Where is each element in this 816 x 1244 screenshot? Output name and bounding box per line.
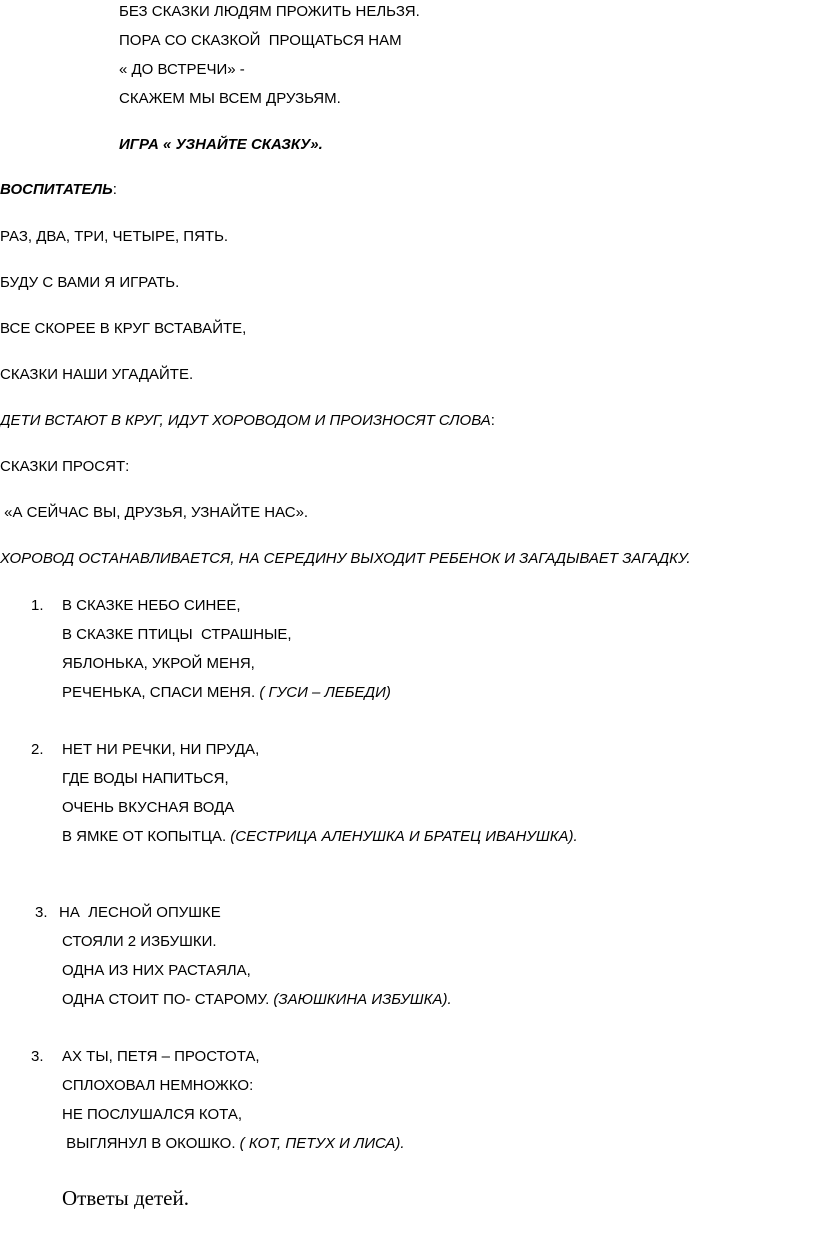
riddle-3-line-4-text: ОДНА СТОИТ ПО- СТАРОМУ.: [62, 991, 270, 1008]
riddle-1-line-4-text: РЕЧЕНЬКА, СПАСИ МЕНЯ.: [62, 684, 256, 701]
riddle-4-line-4-text: ВЫГЛЯНУЛ В ОКОШКО.: [62, 1135, 236, 1152]
riddle-2-line-3: ОЧЕНЬ ВКУСНАЯ ВОДА: [62, 799, 235, 816]
intro-poem-line-1: БЕЗ СКАЗКИ ЛЮДЯМ ПРОЖИТЬ НЕЛЬЗЯ.: [119, 3, 420, 20]
riddle-3-number: 3.: [35, 904, 48, 921]
children-line-2: «А СЕЙЧАС ВЫ, ДРУЗЬЯ, УЗНАЙТЕ НАС».: [0, 504, 309, 521]
riddle-4-line-1: АХ ТЫ, ПЕТЯ – ПРОСТОТА,: [62, 1048, 260, 1065]
riddle-2-line-4: [62, 828, 578, 846]
riddle-1-line-2: В СКАЗКЕ ПТИЦЫ СТРАШНЫЕ,: [62, 626, 292, 643]
riddle-1-line-1: В СКАЗКЕ НЕБО СИНЕЕ,: [62, 597, 241, 614]
intro-poem-line-4: СКАЖЕМ МЫ ВСЕМ ДРУЗЬЯМ.: [119, 90, 341, 107]
stage-direction-2: ХОРОВОД ОСТАНАВЛИВАЕТСЯ, НА СЕРЕДИНУ ВЫХОДИТ РЕБЕНОК И ЗАГАДЫВАЕТ ЗАГАДКУ.: [0, 550, 691, 567]
riddle-3-line-2: СТОЯЛИ 2 ИЗБУШКИ.: [62, 933, 217, 950]
riddle-3-line-3: ОДНА ИЗ НИХ РАСТАЯЛА,: [62, 962, 251, 979]
speaker-name: ВОСПИТАТЕЛЬ: [0, 181, 113, 198]
riddle-4-number: 3.: [31, 1048, 44, 1065]
children-line-1: СКАЗКИ ПРОСЯТ:: [0, 458, 130, 475]
speaker-label: [0, 181, 117, 199]
riddle-4-line-4: [62, 1135, 405, 1153]
riddle-4-answer: ( КОТ, ПЕТУХ И ЛИСА).: [235, 1135, 405, 1152]
riddle-1-answer: ( ГУСИ – ЛЕБЕДИ): [255, 684, 391, 701]
riddle-3-line-4: [62, 991, 452, 1009]
riddle-2-line-4-text: В ЯМКЕ ОТ КОПЫТЦА.: [62, 828, 227, 845]
intro-poem-line-2: ПОРА СО СКАЗКОЙ ПРОЩАТЬСЯ НАМ: [119, 32, 402, 49]
riddle-3-line-1: НА ЛЕСНОЙ ОПУШКЕ: [59, 904, 221, 921]
teacher-line-4: СКАЗКИ НАШИ УГАДАЙТЕ.: [0, 366, 194, 383]
riddle-3-answer: (ЗАЮШКИНА ИЗБУШКА).: [269, 991, 452, 1008]
children-answers-footer: Ответы детей.: [62, 1186, 189, 1210]
riddle-1-number: 1.: [31, 597, 44, 614]
riddle-1-line-4: [62, 684, 391, 702]
teacher-line-2: БУДУ С ВАМИ Я ИГРАТЬ.: [0, 274, 180, 291]
riddle-2-number: 2.: [31, 741, 44, 758]
riddle-1-line-3: ЯБЛОНЬКА, УКРОЙ МЕНЯ,: [62, 655, 255, 672]
stage-direction-1-text: ДЕТИ ВСТАЮТ В КРУГ, ИДУТ ХОРОВОДОМ И ПРОИЗНОСЯТ СЛОВА: [0, 412, 491, 429]
riddle-2-line-2: ГДЕ ВОДЫ НАПИТЬСЯ,: [62, 770, 229, 787]
intro-poem-line-3: « ДО ВСТРЕЧИ» -: [119, 61, 245, 78]
speaker-colon: :: [112, 181, 117, 198]
riddle-2-answer: (СЕСТРИЦА АЛЕНУШКА И БРАТЕЦ ИВАНУШКА).: [226, 828, 578, 845]
teacher-line-1: РАЗ, ДВА, ТРИ, ЧЕТЫРЕ, ПЯТЬ.: [0, 228, 229, 245]
teacher-line-3: ВСЕ СКОРЕЕ В КРУГ ВСТАВАЙТЕ,: [0, 320, 247, 337]
riddle-2-line-1: НЕТ НИ РЕЧКИ, НИ ПРУДА,: [62, 741, 260, 758]
game-title: ИГРА « УЗНАЙТЕ СКАЗКУ».: [119, 136, 323, 153]
stage-direction-1: [0, 412, 495, 430]
stage-direction-1-colon: :: [490, 412, 495, 429]
riddle-4-line-3: НЕ ПОСЛУШАЛСЯ КОТА,: [62, 1106, 242, 1123]
riddle-4-line-2: СПЛОХОВАЛ НЕМНОЖКО:: [62, 1077, 254, 1094]
